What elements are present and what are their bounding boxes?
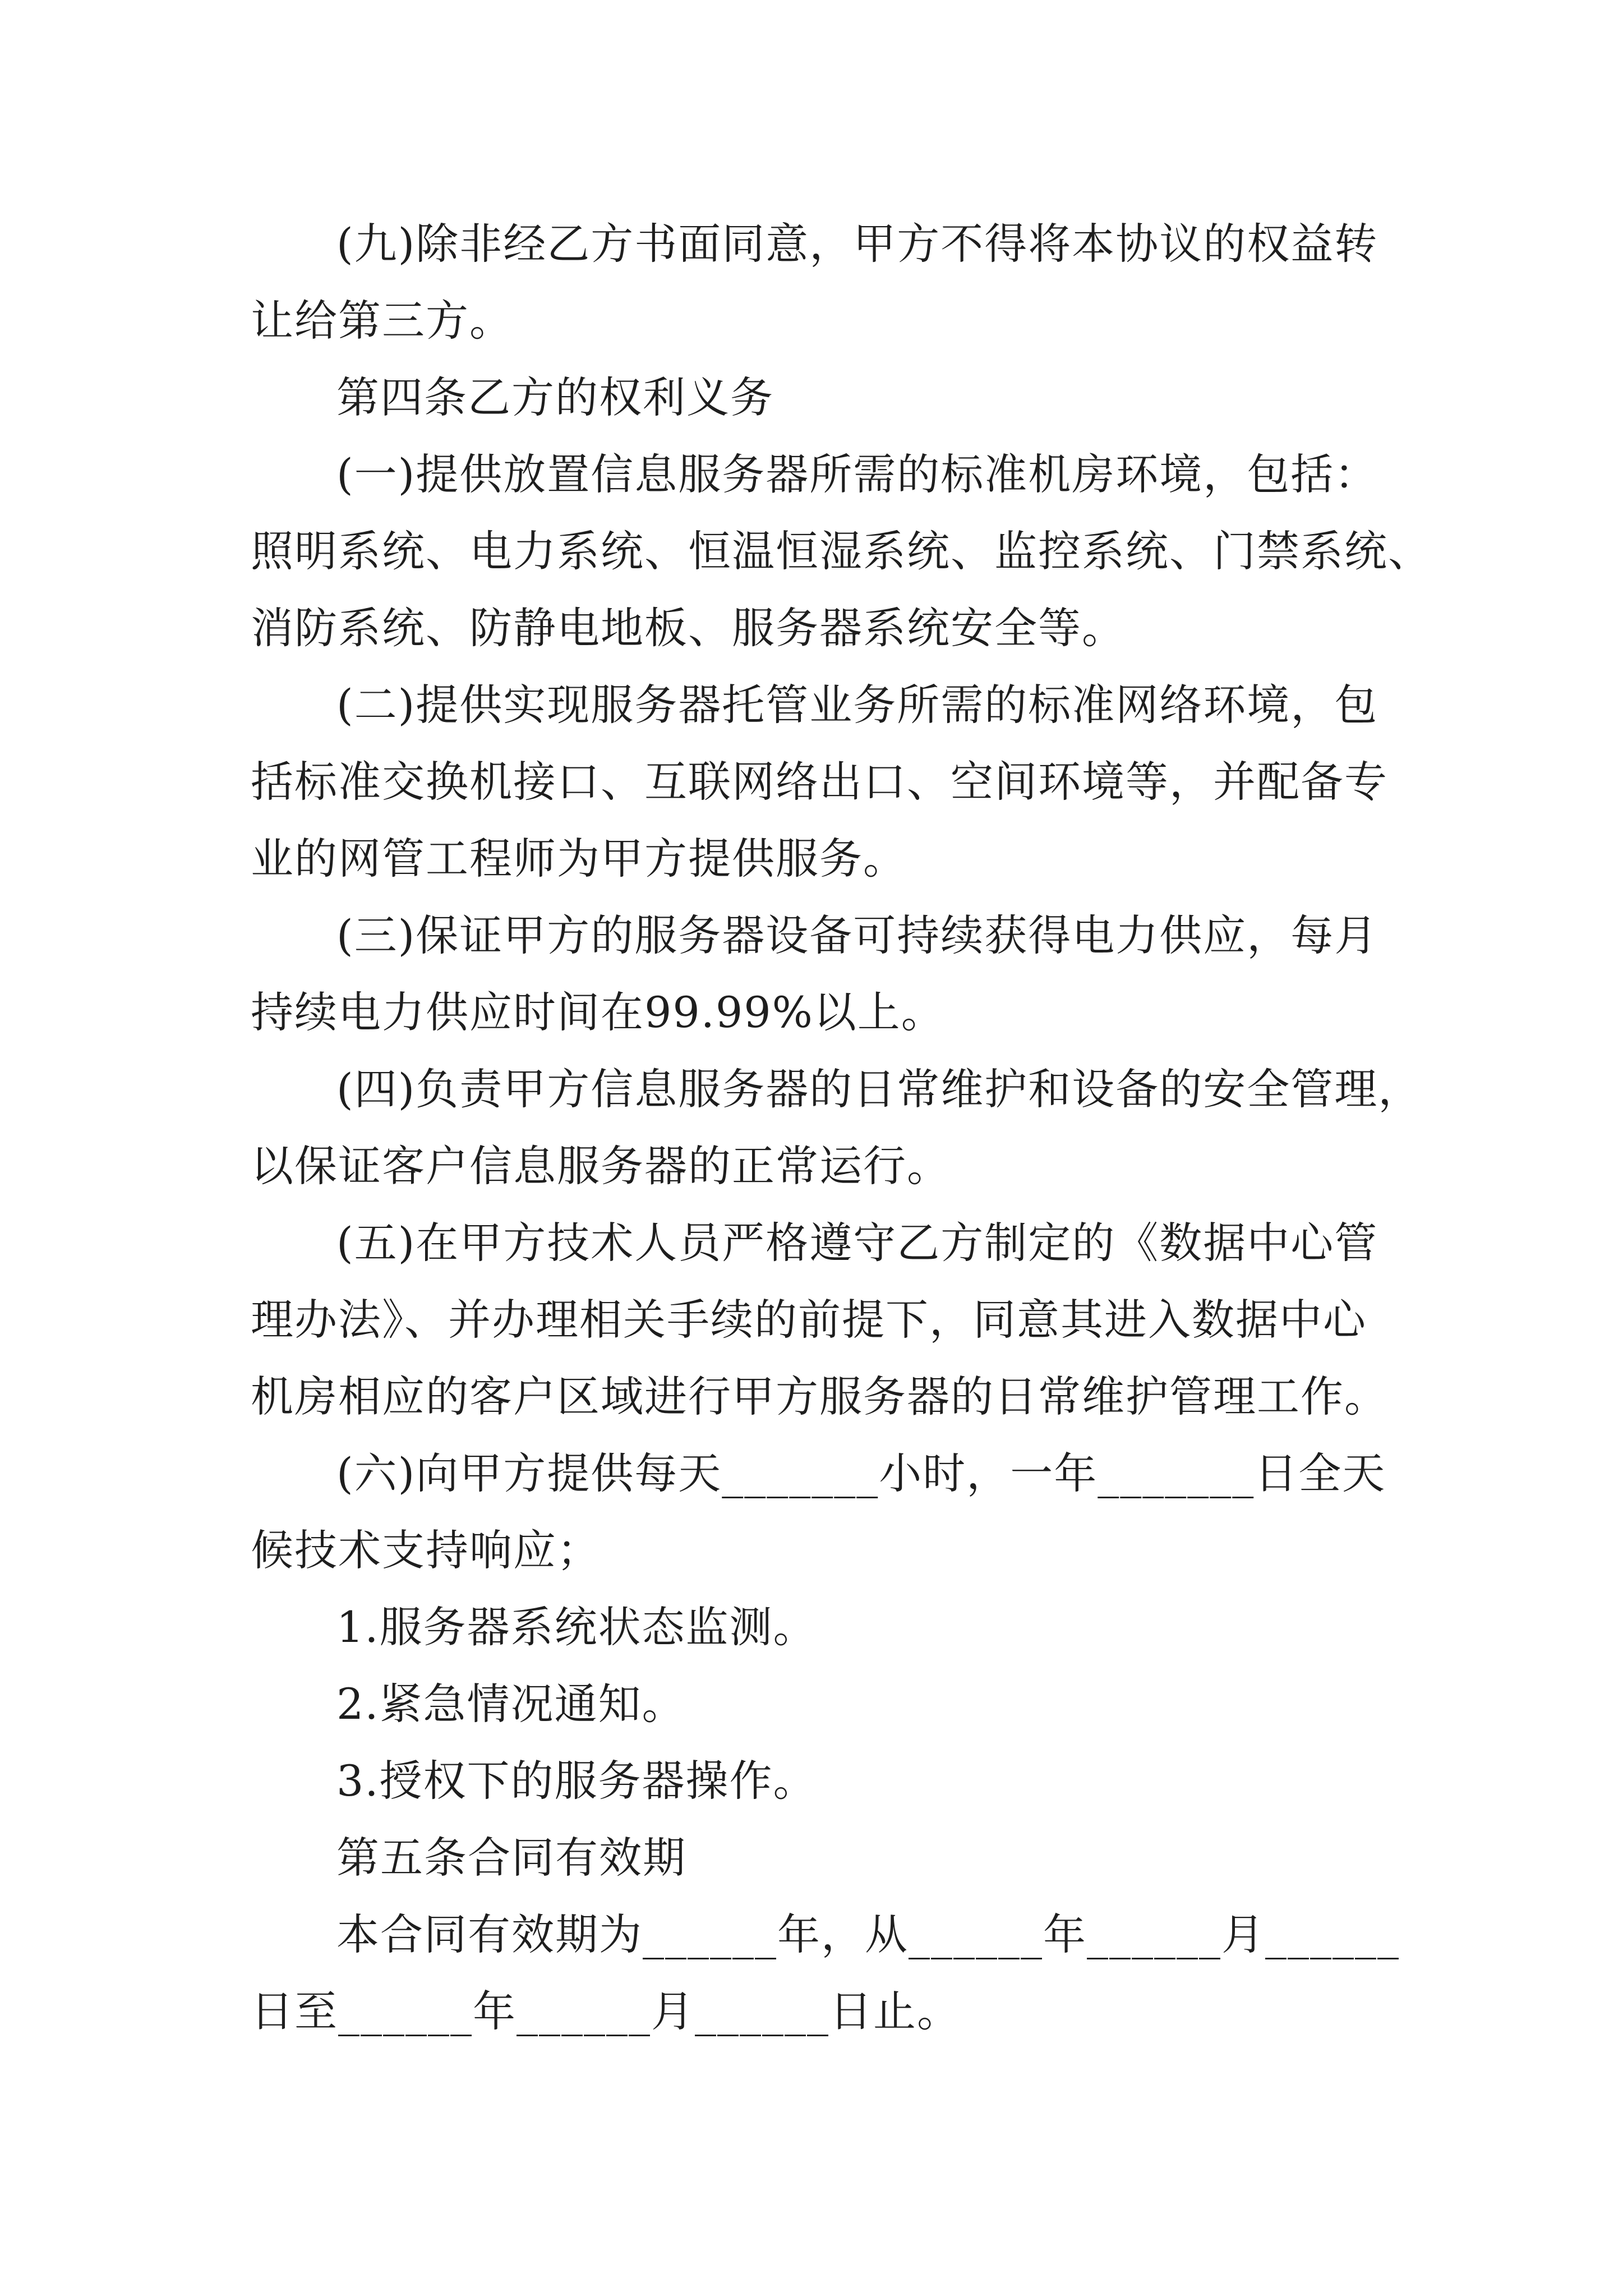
text-line: 括标准交换机接口、互联网络出口、空间环境等，并配备专 [251,757,1388,807]
text-line: (五)在甲方技术人员严格遵守乙方制定的《数据中心管 [336,1218,1378,1268]
text-line: 日至______年______月______日止。 [251,1986,961,2036]
text-line: (一)提供放置信息服务器所需的标准机房环境，包括： [336,449,1378,499]
list-item-1 [251,1589,1484,1665]
text-line: 照明系统、电力系统、恒温恒湿系统、监控系统、门禁系统、 [251,526,1432,576]
text-line: 消防系统、防静电地板、服务器系统安全等。 [251,603,1126,653]
text-line: (四)负责甲方信息服务器的日常维护和设备的安全管理， [336,1064,1422,1114]
text-line: (二)提供实现服务器托管业务所需的标准网络环境，包 [336,680,1378,730]
section-heading-article-4 [251,359,1484,436]
text-line: 2.紧急情况通知。 [336,1679,686,1729]
text-line: 机房相应的客户区域进行甲方服务器的日常维护管理工作。 [251,1372,1388,1421]
clause-item-3 [251,897,1484,1051]
text-line: 业的网管工程师为甲方提供服务。 [251,834,907,884]
clause-item-4 [251,1051,1484,1204]
section-heading-article-5 [251,1819,1484,1896]
clause-item-5 [251,1204,1484,1435]
text-line: 候技术支持响应； [251,1525,601,1575]
text-line: 1.服务器系统状态监测。 [336,1602,817,1652]
term-paragraph [251,1896,1484,2050]
text-line: 理办法》、并办理相关手续的前提下，同意其进入数据中心 [251,1295,1367,1345]
text-line: (三)保证甲方的服务器设备可持续获得电力供应，每月 [336,910,1378,960]
clause-item-9 [251,205,1484,359]
text-line: 让给第三方。 [251,296,513,346]
document-body [251,205,1484,2050]
text-line: 持续电力供应时间在99.99%以上。 [251,987,945,1037]
text-line: 以保证客户信息服务器的正常运行。 [251,1141,951,1191]
clause-item-1 [251,436,1484,666]
clause-item-2 [251,666,1484,897]
heading-line: 第五条合同有效期 [336,1833,686,1883]
text-line: (六)向甲方提供每天_______小时，一年_______日全天 [336,1448,1386,1498]
text-line: 3.授权下的服务器操作。 [336,1756,817,1806]
list-item-3 [251,1742,1484,1819]
text-line: 本合同有效期为______年，从______年______月______ [336,1910,1400,1959]
heading-line: 第四条乙方的权利义务 [336,372,774,422]
list-item-2 [251,1665,1484,1742]
text-line: (九)除非经乙方书面同意，甲方不得将本协议的权益转 [336,219,1378,269]
clause-item-6 [251,1435,1484,1589]
